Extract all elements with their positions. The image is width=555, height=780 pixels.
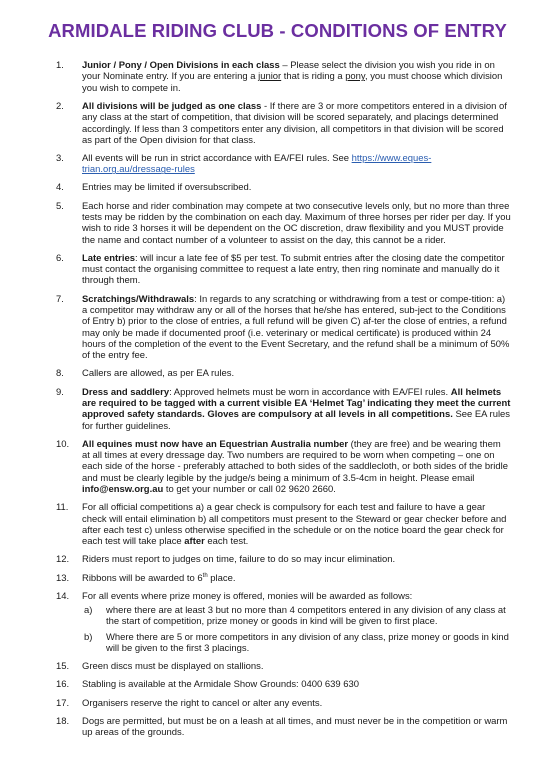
condition-item-3 [56, 153, 511, 176]
item-text: (they are free) and be wearing them at all times at every dressage day. Two numbers are required to be worn when competing – one on each side of the horse - preferably attached to both sides of the saddlecloth, or both sides of the bridle and must be clearly legible by the judge/s being a minimum of 3.5-4cm in height. Please email [82, 438, 509, 484]
condition-item-7 [56, 294, 511, 362]
item-text: : In regards to any scratching or withdrawing from a test or compe-tition: a) a competitor may withdraw any or all of the horses that he/she has entered, sub-ject to the Conditions of Entry b) prior to the close of entries, a full refund will be given C) af-ter the close of entries, a refund may only be made if documented proof (i.e. veterinary or medical certificate) is produced within 24 hours of the completion of the event to the Event Secretary, and the refund shall be a minimum of 50% of the entry fee. [82, 293, 510, 362]
sub-item-label: b) [84, 631, 93, 643]
item-number: 4. [56, 182, 64, 194]
condition-item-1 [56, 60, 511, 94]
condition-item-6 [56, 253, 511, 287]
condition-item-12 [56, 554, 511, 565]
item-heading: Dress and saddlery [82, 386, 170, 398]
condition-item-11 [56, 502, 511, 547]
item-number: 11. [56, 502, 69, 514]
item-number: 12. [56, 554, 70, 566]
item-text: , you must choose which division you wish to compete in. [82, 71, 503, 94]
item-number: 15. [56, 661, 70, 673]
condition-item-18 [56, 716, 511, 739]
page-title: ARMIDALE RIDING CLUB - CONDITIONS OF ENTRY [48, 20, 507, 41]
item-text: each test. [204, 536, 249, 548]
item-text: See EA rules for further guidelines. [82, 409, 511, 432]
sub-item-a [82, 605, 511, 628]
condition-item-5 [56, 201, 511, 246]
item-text: Entries may be limited if oversubscribed. [82, 182, 252, 194]
item-number: 5. [56, 200, 64, 212]
item-number: 9. [56, 386, 64, 398]
sub-item-b [82, 632, 511, 655]
item-number: 10. [56, 438, 70, 450]
item-heading: Junior / Pony / Open Divisions in each class [82, 60, 280, 71]
item-text: Riders must report to judges on time, failure to do so may incur elimination. [82, 554, 396, 566]
item-number: 2. [56, 100, 64, 112]
item-text: Dogs are permitted, but must be on a leash at all times, and must never be in the competition or warm up areas of the grounds. [82, 715, 508, 739]
item-text: place. [207, 572, 236, 584]
condition-item-13 [56, 573, 511, 584]
item-text: Organisers reserve the right to cancel or alter any events. [82, 697, 323, 709]
item-text: Stabling is available at the Armidale Show Grounds: 0400 639 630 [82, 679, 360, 691]
item-text: For all events where prize money is offered, monies will be awarded as follows: [82, 590, 413, 602]
item-text: to get your number or call 02 9620 2660. [163, 484, 336, 496]
condition-item-9 [56, 387, 511, 432]
sub-item-label: a) [84, 605, 93, 617]
item-number: 3. [56, 153, 64, 164]
item-text: For all official competitions a) a gear check is compulsory for each test and failure to have a gear check will entail elimination b) all competitors must present to the Steward or gear checker before and after each test c) unless otherwise specified in the schedule or on the notice board the gear check for each test will take place [82, 502, 507, 548]
item-text: All events will be run in strict accordance with EA/FEI rules. See [82, 153, 352, 164]
item-underlined-text: junior [258, 71, 282, 83]
item-text: : will incur a late fee of $5 per test. To submit entries after the closing date the competitor must contact the organising committee to request a late entry, then ring nominate and manually do it through them. [82, 252, 505, 287]
item-bold-text: after [184, 536, 205, 548]
item-number: 1. [56, 60, 64, 71]
item-number: 13. [56, 572, 70, 584]
item-underlined-text: pony [345, 71, 365, 83]
item-heading: All divisions will be judged as one class [82, 100, 262, 112]
sub-item-text: where there are at least 3 but no more than 4 competitors entered in any division of any class at the start of competition, prize money or goods in kind will be given to first place. [106, 605, 506, 628]
item-heading: Late entries [82, 252, 135, 264]
item-number: 7. [56, 293, 64, 305]
ordinal-suffix: th [202, 572, 208, 579]
item-number: 8. [56, 368, 64, 380]
item-number: 17. [56, 697, 70, 709]
item-text: Ribbons will be awarded to 6 [82, 572, 203, 584]
item-text: Green discs must be displayed on stallions. [82, 661, 264, 673]
condition-item-14 [56, 591, 511, 655]
condition-item-17 [56, 698, 511, 709]
item-number: 16. [56, 679, 70, 691]
item-heading: Scratchings/Withdrawals [82, 293, 195, 305]
item-heading: All equines must now have an Equestrian Australia number [82, 438, 349, 450]
item-text: that is riding a [281, 71, 346, 83]
item-number: 14. [56, 590, 70, 602]
item-text: : Approved helmets must be worn in accordance with EA/FEI rules. [169, 386, 451, 398]
condition-item-10 [56, 439, 511, 496]
condition-item-16 [56, 679, 511, 690]
condition-item-2 [56, 101, 511, 146]
item-text: - If there are 3 or more competitors entered in a division of any class at the start of competition, that division will be scored separately, and placings determined accordingly. If less than 3 competitors enter any division, all competitors in that division will be scored as part of the Open division for that class. [82, 100, 507, 146]
condition-item-15 [56, 661, 511, 672]
condition-item-4 [56, 182, 511, 193]
sub-item-text: Where there are 5 or more competitors in any division of any class, prize money or goods in kind will be given to the first 3 placings. [106, 631, 509, 655]
item-text: Callers are allowed, as per EA rules. [82, 368, 235, 380]
condition-item-8 [56, 368, 511, 379]
rules-link[interactable]: https://www.eques-trian.org.au/dressage-rules [82, 153, 432, 176]
item-number: 6. [56, 252, 64, 264]
item-bold-text: All helmets are required to be tagged with a current visible EA ‘Helmet Tag’ indicating they meet the current approved safety standards. Gloves are compulsory at all levels in all competitions. [82, 386, 511, 421]
email-address: info@ensw.org.au [82, 484, 164, 496]
conditions-list [56, 60, 511, 745]
item-number: 18. [56, 715, 70, 727]
item-text: – Please select the division you wish you ride in on your Nominate entry. If you are entering a [82, 60, 495, 83]
item-text: Each horse and rider combination may compete at two consecutive levels only, but no more than three tests may be ridden by the combination on each day. Maximum of three horses per rider per day. If you wish to ride 3 horses it will be dependent on the OC discretion, draw flexibility and you MUST provide the name and contact number of a volunteer to assist on the day, this cannot be a rider. [82, 200, 511, 246]
